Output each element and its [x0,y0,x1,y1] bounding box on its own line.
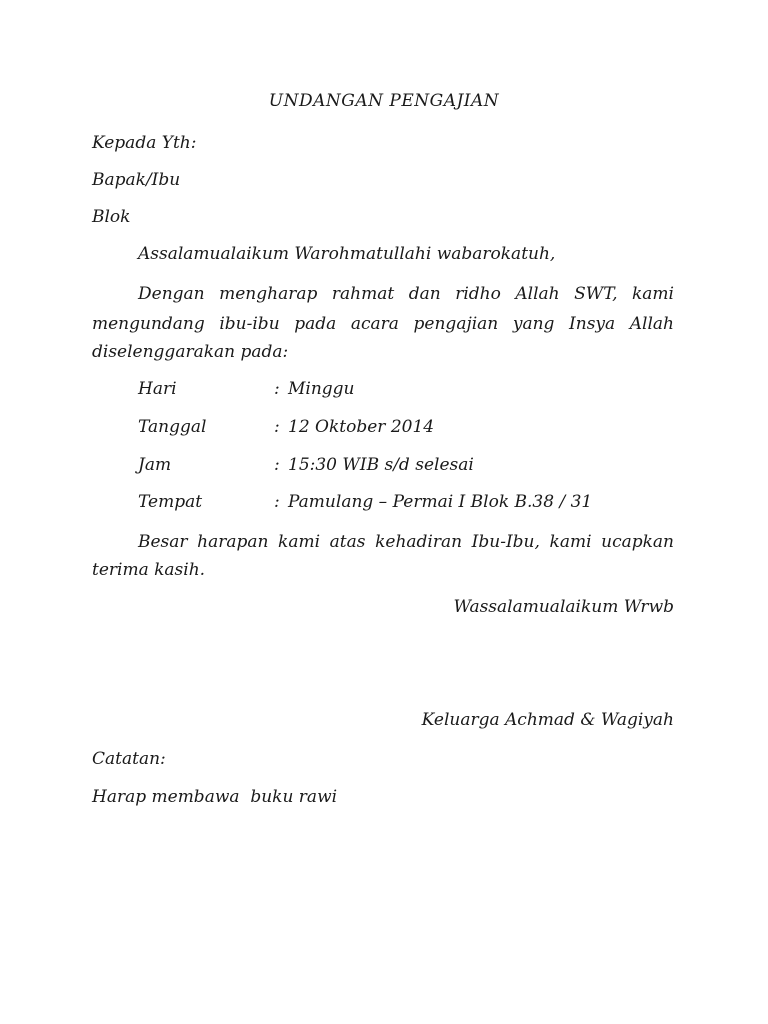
detail-separator: : [274,379,280,399]
detail-value: 12 Oktober 2014 [288,417,435,437]
closing-line-1: Besar harapan kami atas kehadiran Ibu-Ibu, kami ucapkan [138,532,674,552]
detail-row-hari [138,378,698,400]
farewell: Wassalamualaikum Wrwb [453,597,674,617]
detail-value: Pamulang – Permai I Blok B.38 / 31 [288,492,593,512]
recipient-block: Blok [92,207,131,227]
greeting: Assalamualaikum Warohmatullahi wabarokatuh, [138,244,556,264]
intro-line-1: Dengan mengharap rahmat dan ridho Allah SWT, kami [138,284,674,304]
recipient-name: Bapak/Ibu [92,170,181,190]
detail-label: Hari [138,379,177,399]
detail-label: Jam [138,455,172,475]
detail-separator: : [274,455,280,475]
detail-row-jam [138,454,698,476]
note-text: Harap membawa buku rawi [92,787,338,807]
intro-line-3: diselenggarakan pada: [92,342,289,362]
detail-label: Tempat [138,492,203,512]
detail-value: Minggu [288,379,355,399]
detail-separator: : [274,492,280,512]
detail-row-tempat [138,491,698,513]
recipient-to: Kepada Yth: [92,133,197,153]
detail-value: 15:30 WIB s/d selesai [288,455,474,475]
detail-separator: : [274,417,280,437]
detail-label: Tanggal [138,417,207,437]
closing-line-2: terima kasih. [92,560,206,580]
document-title: UNDANGAN PENGAJIAN [268,91,500,111]
signature: Keluarga Achmad & Wagiyah [421,710,674,730]
note-heading: Catatan: [92,749,166,769]
intro-line-2: mengundang ibu-ibu pada acara pengajian yang Insya Allah [92,314,674,334]
detail-row-tanggal [138,416,698,438]
